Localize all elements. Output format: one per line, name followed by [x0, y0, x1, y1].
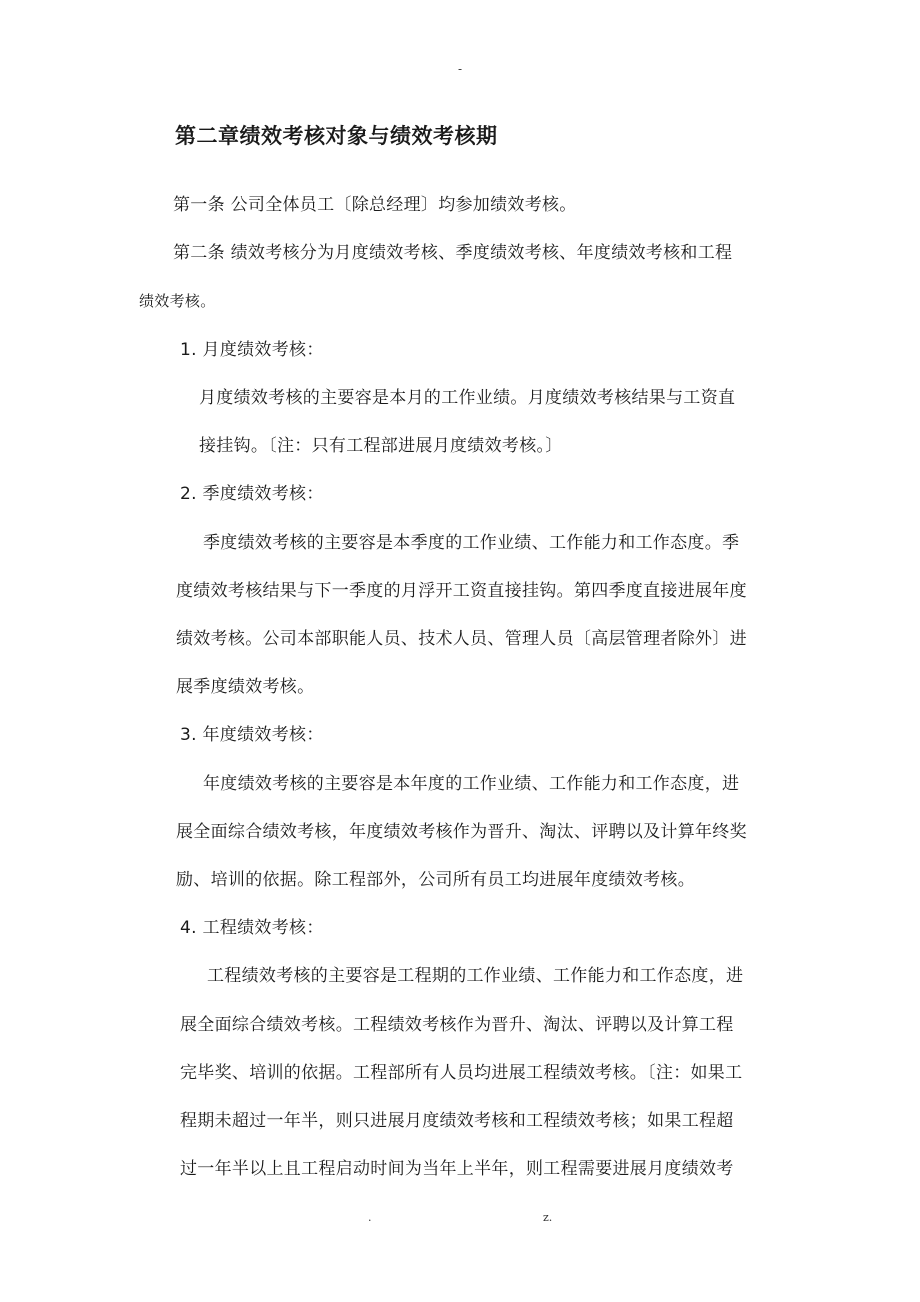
paragraph-line: 过一年半以上且工程启动时间为当年上半年，则工程需要进展月度绩效考	[180, 1159, 734, 1179]
paragraph-line: 度绩效考核结果与下一季度的月浮开工资直接挂钩。第四季度直接进展年度	[176, 581, 747, 601]
paragraph-line: 接挂钩。〔注：只有工程部进展月度绩效考核。〕	[199, 436, 563, 456]
paragraph-line: 工程绩效考核的主要容是工程期的工作业绩、工作能力和工作态度，进	[207, 966, 744, 986]
chapter-title: 第二章绩效考核对象与绩效考核期	[175, 124, 498, 148]
page-footer-left: .	[368, 1211, 372, 1224]
paragraph-line: 完毕奖、培训的依据。工程部所有人员均进展工程绩效考核。〔注：如果工	[180, 1063, 743, 1083]
section-heading-2: 2. 季度绩效考核：	[180, 484, 324, 504]
page-header-mark: -	[457, 62, 463, 76]
section-heading-4: 4. 工程绩效考核：	[180, 918, 324, 938]
paragraph-line: 年度绩效考核的主要容是本年度的工作业绩、工作能力和工作态度，进	[203, 774, 740, 794]
paragraph-line: 第二条 绩效考核分为月度绩效考核、季度绩效考核、年度绩效考核和工程	[173, 243, 733, 263]
paragraph-line: 绩效考核。	[139, 292, 216, 310]
section-heading-1: 1. 月度绩效考核：	[180, 340, 324, 360]
paragraph-line: 月度绩效考核的主要容是本月的工作业绩。月度绩效考核结果与工资直	[199, 388, 736, 408]
paragraph-line: 励、培训的依据。除工程部外，公司所有员工均进展年度绩效考核。	[176, 870, 695, 890]
paragraph-line: 展全面综合绩效考核。工程绩效考核作为晋升、淘汰、评聘以及计算工程	[180, 1015, 734, 1035]
section-heading-3: 3. 年度绩效考核：	[180, 725, 324, 745]
paragraph-line: 程期未超过一年半，则只进展月度绩效考核和工程绩效考核；如果工程超	[180, 1111, 734, 1131]
paragraph-line: 展季度绩效考核。	[176, 677, 315, 697]
page-footer-right: z.	[543, 1211, 553, 1224]
paragraph-line: 第一条 公司全体员工〔除总经理〕均参加绩效考核。	[173, 195, 577, 215]
paragraph-line: 展全面综合绩效考核，年度绩效考核作为晋升、淘汰、评聘以及计算年终奖	[176, 822, 747, 842]
paragraph-line: 季度绩效考核的主要容是本季度的工作业绩、工作能力和工作态度。季	[203, 533, 740, 553]
paragraph-line: 绩效考核。公司本部职能人员、技术人员、管理人员〔高层管理者除外〕进	[176, 629, 747, 649]
